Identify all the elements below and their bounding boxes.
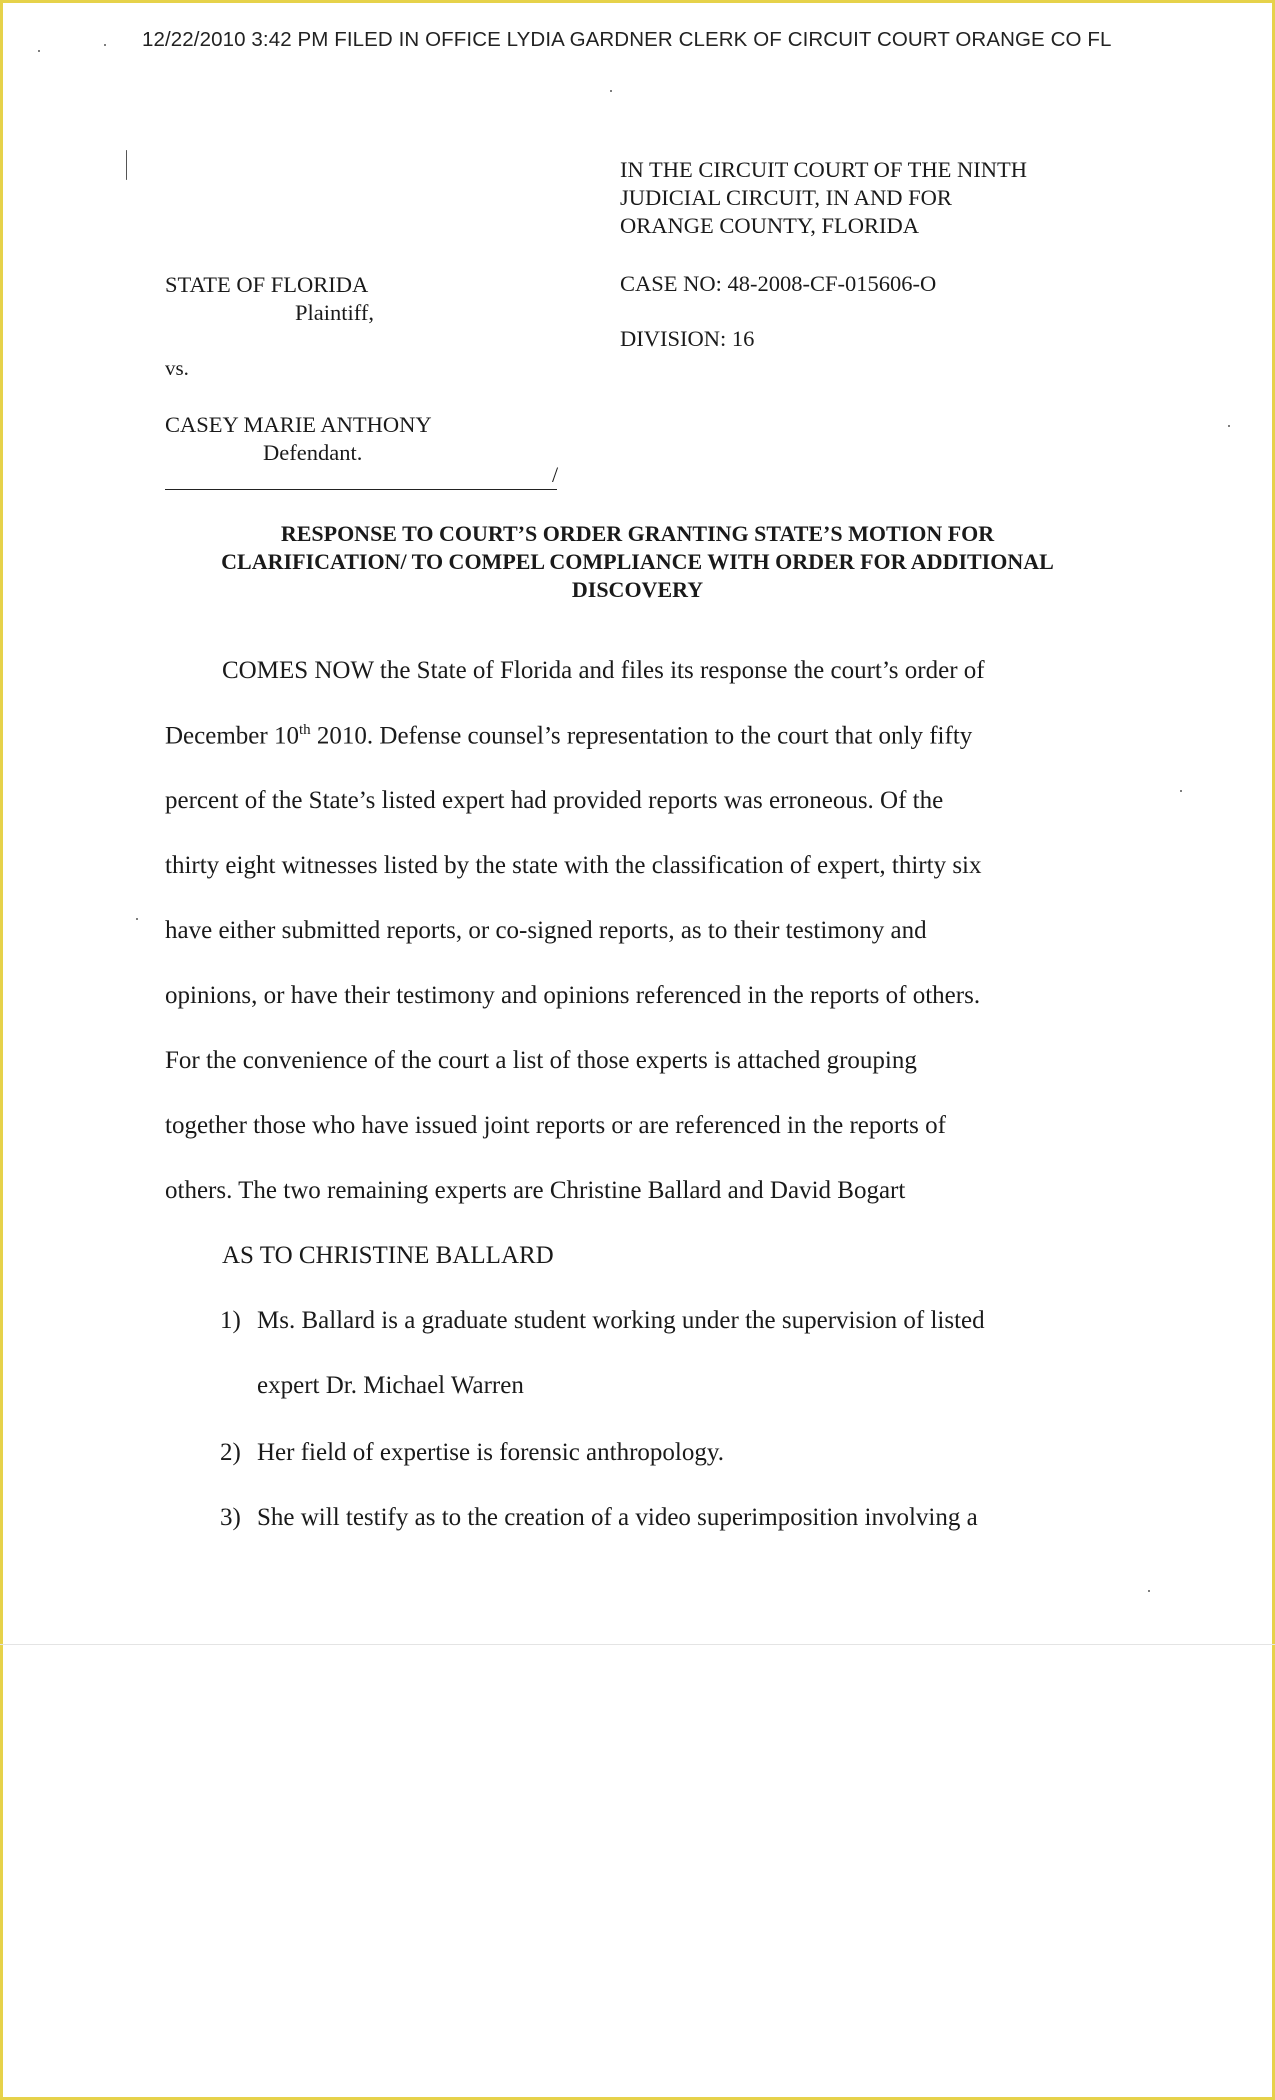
versus-label: vs. (165, 356, 189, 380)
scan-speck (1148, 1590, 1150, 1592)
section-heading: AS TO CHRISTINE BALLARD (222, 1242, 554, 1269)
document-title (140, 520, 1135, 604)
list-item (165, 1504, 1105, 1569)
body-line: together those who have issued joint reports or are referenced in the reports of (165, 1112, 946, 1139)
scan-speck (126, 150, 127, 180)
caption-rule (165, 489, 557, 490)
court-line: ORANGE COUNTY, FLORIDA (620, 213, 919, 238)
list-item (165, 1439, 1105, 1504)
court-caption (620, 156, 1027, 240)
list-number: 3) (220, 1504, 241, 1531)
title-line: CLARIFICATION/ TO COMPEL COMPLIANCE WITH ORDER FOR ADDITIONAL (221, 549, 1054, 574)
court-line: IN THE CIRCUIT COURT OF THE NINTH (620, 157, 1027, 182)
scan-speck (1180, 790, 1182, 792)
body-line: have either submitted reports, or co-signed reports, as to their testimony and (165, 917, 927, 944)
list-text: Her field of expertise is forensic anthropology. (257, 1439, 724, 1466)
plaintiff-block (165, 271, 374, 327)
plaintiff-name: STATE OF FLORIDA (165, 272, 369, 297)
title-line: RESPONSE TO COURT’S ORDER GRANTING STATE’S MOTION FOR (280, 521, 995, 546)
body-line: For the convenience of the court a list of those experts is attached grouping (165, 1047, 917, 1074)
title-line: DISCOVERY (571, 577, 704, 602)
defendant-block (165, 411, 432, 467)
list-text: Ms. Ballard is a graduate student working under the supervision of listed (257, 1307, 985, 1334)
court-line: JUDICIAL CIRCUIT, IN AND FOR (620, 185, 952, 210)
body-line: percent of the State’s listed expert had provided reports was erroneous. Of the (165, 787, 944, 814)
document-body (165, 657, 1105, 1569)
case-number: CASE NO: 48-2008-CF-015606-O (620, 271, 937, 296)
body-line: others. The two remaining experts are Christine Ballard and David Bogart (165, 1177, 906, 1204)
list-number: 1) (220, 1307, 241, 1334)
scan-speck (104, 44, 106, 46)
list-number: 2) (220, 1439, 241, 1466)
division: DIVISION: 16 (620, 326, 755, 351)
body-text: 2010. Defense counsel’s representation to the court that only fifty (310, 722, 973, 750)
body-line (165, 722, 1105, 787)
list-item-continuation: expert Dr. Michael Warren (257, 1372, 524, 1399)
body-line: COMES NOW the State of Florida and files its response the court’s order of (222, 657, 985, 684)
scan-speck (38, 50, 40, 52)
ordinal-suffix: th (298, 722, 311, 738)
plaintiff-role: Plaintiff, (295, 300, 374, 325)
caption-slash: / (552, 462, 559, 487)
body-line: thirty eight witnesses listed by the state with the classification of expert, thirty six (165, 852, 982, 879)
scan-speck (1228, 425, 1230, 427)
list-item (165, 1307, 1105, 1372)
defendant-role: Defendant. (263, 440, 363, 465)
body-line: opinions, or have their testimony and opinions referenced in the reports of others. (165, 982, 981, 1009)
defendant-name: CASEY MARIE ANTHONY (165, 412, 432, 437)
scan-edge-line (0, 1644, 1275, 1645)
scan-speck (136, 918, 138, 920)
scan-speck (610, 90, 612, 92)
list-text: She will testify as to the creation of a video superimposition involving a (257, 1504, 978, 1531)
body-text: December 10 (165, 722, 299, 750)
filing-stamp: 12/22/2010 3:42 PM FILED IN OFFICE LYDIA GARDNER CLERK OF CIRCUIT COURT ORANGE CO FL (142, 28, 1112, 51)
